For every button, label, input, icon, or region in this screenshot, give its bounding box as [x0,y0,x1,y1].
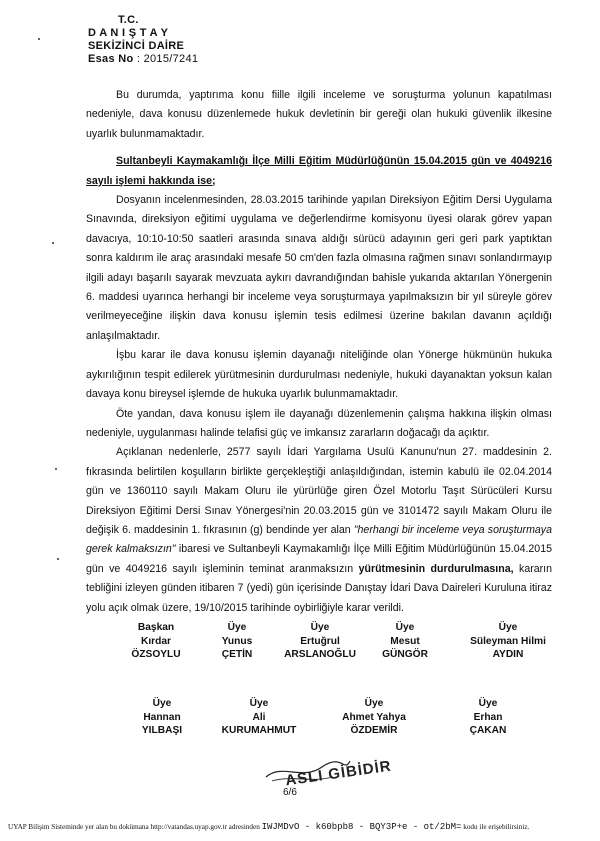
document-header [88,14,198,66]
certified-copy-stamp: ASLI GİBİDİR [284,757,393,790]
signature-first-name: Ertuğrul [300,635,340,647]
esas-value: : 2015/7241 [136,53,199,65]
signature-role: Üye [152,698,172,709]
signature-last-name: AYDIN [492,649,524,660]
signature-role: Üye [364,698,384,709]
signature-last-name: YILBAŞI [141,725,183,736]
signature-first-name: Mesut [390,635,420,647]
signature-role: Üye [478,698,498,709]
scan-speck [57,558,59,560]
esas-label: Esas No [88,53,134,65]
header-tc: T.C. [118,14,139,26]
decision-body [86,86,552,618]
paragraph-irreparable-harm: Öte yandan, dava konusu işlem ile dayanağı düzenlemenin çalışma hakkına ilişkin olması nedeniyle, uygulanması halinde telafisi güç ve imkansız zararların doğacağı da açıktır. [86,407,552,439]
signature-member-4 [448,621,568,662]
signature-role: Üye [395,622,415,633]
page-number: 6/6 [283,787,297,798]
ruling-text-c: kararın tebliğini izleyen günden itibaren 7 (yedi) gün içerisinde Danıştay İdari Dava Daireleri Kuruluna itiraz yolu açık olmak üzere, 19/10/2015 tarihinde oybirliğiyle karar verildi. [86,562,552,614]
signature-member-8 [428,697,548,738]
uyap-footer [8,822,529,832]
scan-speck [38,38,40,40]
signature-member-7 [314,697,434,738]
scan-speck [52,242,54,244]
signature-member-3 [345,621,465,662]
ruling-quoted-phrase: "herhangi bir inceleme veya soruşturmaya gerek kalmaksızın" [86,523,552,556]
section-heading: Sultanbeyli Kaymakamlığı İlçe Milli Eğitim Müdürlüğünün 15.04.2015 gün ve 4049216 sayılı işlemi hakkında ise; [86,155,552,187]
signature-role: Üye [310,622,330,633]
ruling-stay-of-execution: yürütmesinin durdurulmasına, [358,562,514,575]
signature-role: Üye [498,622,518,633]
signature-role: Başkan [137,622,175,633]
scan-speck [55,468,57,470]
footer-access-code: IWJMDvO - k60bpb8 - BQY3P+e - ot/2bM= [261,822,462,832]
paragraph-legal-security: Bu durumda, yaptırıma konu fiille ilgili inceleme ve soruşturma yolunun kapatılması nedeniyle, dava konusu düzenlemede hukuk devletinin bir gereği olan hukuki güvenlik ilkesine uyarlık bulunmamaktadır. [86,89,552,140]
signature-last-name: ÇETİN [221,649,253,660]
signature-last-name: ÖZDEMİR [350,725,398,736]
footer-text-before: UYAP Bilişim Sisteminde yer alan bu dokümana http://vatandas.uyap.gov.tr adresinden [8,823,260,831]
header-esas [88,53,198,66]
signature-last-name: GÜNGÖR [382,649,428,660]
signature-first-name: Yunus [221,635,253,647]
signature-first-name: Hannan [143,711,181,723]
ruling-text-b: ibaresi ve Sultanbeyli Kaymakamlığı İlçe Milli Eğitim Müdürlüğünün 15.04.2015 gün ve 4049216 sayılı işleminin teminat aranmaksızın [86,543,552,575]
paragraph-individual-act: İşbu karar ile dava konusu işlemin dayanağı niteliğinde olan Yönerge hükmünün hukuka aykırılığının tespit edilerek yürütmesinin durdurulması nedeniyle, hukuki dayanaktan yoksun kalan davaya konu bireysel işlemde de hukuka uyarlık bulunmamaktadır. [86,349,552,401]
signature-last-name: ÇAKAN [469,725,507,736]
signature-last-name: ARSLANOĞLU [284,649,356,660]
signature-first-name: Erhan [473,711,503,723]
signature-member-6 [199,697,319,738]
signature-first-name: Ali [252,711,266,723]
ruling-text-a: Açıklanan nedenlerle, 2577 sayılı İdari Yargılama Usulü Kanunu'nun 27. maddesinin 2. fıkrasında belirtilen koşulların birlikte gerçekleştiği anlaşıldığından, istemin kabulü ile 02.04.2014 gün ve 1360110 sayılı Makam Oluru ile yürürlüğe giren Özel Motorlu Taşıt Sürücüleri Kursu Direksiyon Eğitimi Dersi Sınav Yönergesi'nin 20.03.2015 gün ve 3101472 sayılı Makam Oluru ile değişik 6. maddesinin 1. fıkrasının (g) bendinde yer alan [86,446,552,536]
header-chamber: SEKİZİNCİ DAİRE [88,40,185,52]
signature-role: Üye [227,622,247,633]
signature-first-name: Ahmet Yahya [342,711,406,723]
signature-first-name: Süleyman Hilmi [470,635,546,647]
paragraph-facts: Dosyanın incelenmesinden, 28.03.2015 tarihinde yapılan Direksiyon Eğitim Dersi Uygulama Sınavında, direksiyon eğitimi uygulama ve değerlendirme komisyonu üyesi olarak görev yapan davacıya, 10:10-10:50 saatleri arasında sınava aldığı sürücü adayının geri geri park yaptıktan sonra kaldırım ile araç arasındaki mesafe 50 cm'den fazla olmasına rağmen sınavı sonlandırmayıp ilgili adayı başarılı sayarak mevzuata aykırı davrandığından bahisle yukarıda aktarılan Yönergenin 6. maddesi uyarınca herhangi bir inceleme veya soruşturmaya yapılmaksızın bir yıl süreyle görev verilmeyeceğine ilişkin dava konusu işlemin tesis edilmesi üzerine bakılan davanın açıldığı anlaşılmaktadır. [86,194,552,342]
header-court-name: D A N I Ş T A Y [88,27,169,39]
signature-first-name: Kırdar [140,635,171,647]
footer-text-after: kodu ile erişebilirsiniz. [463,823,530,831]
signature-role: Üye [249,698,269,709]
signature-last-name: ÖZSOYLU [131,649,181,660]
signature-last-name: KURUMAHMUT [221,725,297,736]
paragraph-ruling [86,443,552,618]
